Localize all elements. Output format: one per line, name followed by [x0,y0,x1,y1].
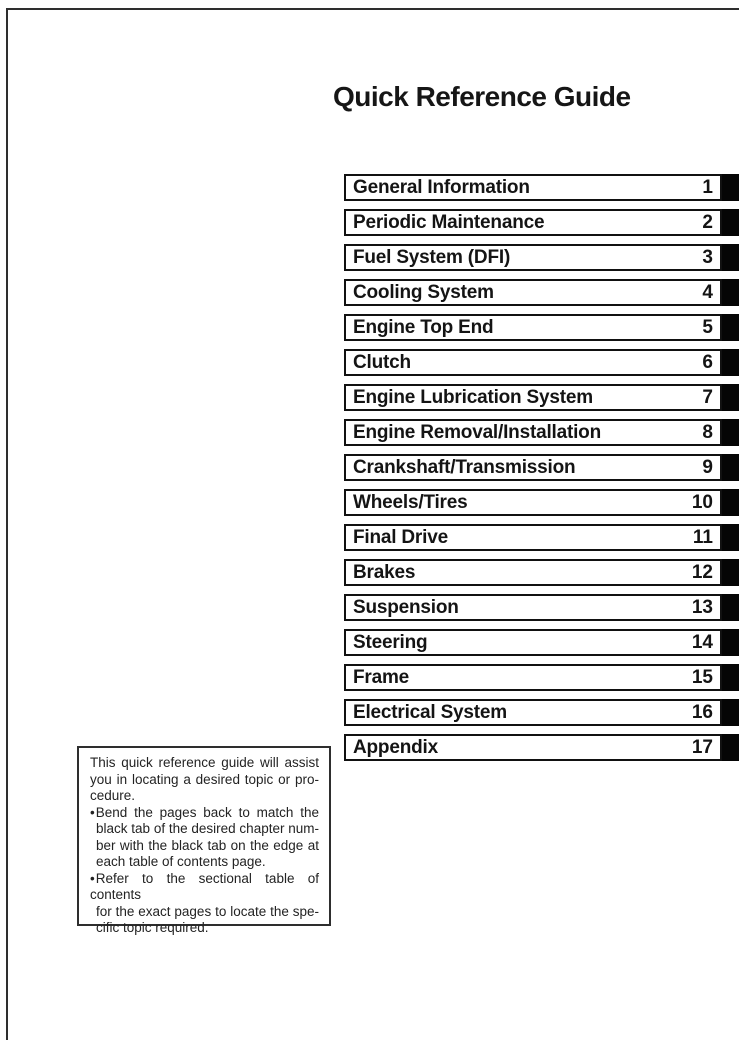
toc-row [344,594,739,621]
chapter-number: 12 [691,561,713,583]
chapter-number: 4 [702,281,713,303]
chapter-edge-tab [722,314,739,341]
chapter-edge-tab [722,174,739,201]
chapter-box [344,384,722,411]
chapter-box [344,244,722,271]
chapter-number: 13 [691,596,713,618]
chapter-edge-tab [722,454,739,481]
chapter-label: Periodic Maintenance [353,211,545,233]
toc-row [344,629,739,656]
chapter-number: 7 [702,386,713,408]
chapter-box [344,489,722,516]
usage-note-box [77,746,331,935]
toc-row [344,384,739,411]
chapter-label: Engine Removal/Installation [353,421,601,443]
note-line: for the exact pages to locate the spe- [96,903,319,919]
chapter-label: Brakes [353,561,416,583]
chapter-number: 6 [702,351,713,373]
chapter-label: Engine Top End [353,316,494,338]
scan-edge-top-line [6,8,739,10]
chapter-number: 11 [692,526,713,548]
chapter-label: Appendix [353,736,438,758]
chapter-box [344,699,722,726]
chapter-number: 1 [702,176,713,198]
chapter-label: Suspension [353,596,459,618]
note-line [90,871,319,904]
chapter-label: Clutch [353,351,411,373]
note-line: This quick reference guide will assist [90,755,319,770]
chapter-label: Engine Lubrication System [353,386,593,408]
chapter-box [344,594,722,621]
toc-row [344,524,739,551]
chapter-box [344,314,722,341]
note-block [90,805,319,871]
note-block [90,871,319,937]
note-line [90,805,319,822]
chapter-edge-tab [722,734,739,761]
chapter-box [344,419,722,446]
chapter-number: 15 [691,666,713,688]
toc-row [344,349,739,376]
toc-row [344,664,739,691]
chapter-edge-tab [722,419,739,446]
note-line-text: Refer to the sectional table of contents [90,870,319,902]
chapter-number: 3 [702,246,713,268]
toc-row [344,209,739,236]
chapter-label: General Information [353,176,530,198]
chapter-box [344,629,722,656]
note-line: black tab of the desired chapter num- [96,821,319,836]
toc-row [344,174,739,201]
chapter-edge-tab [722,559,739,586]
chapter-label: Final Drive [353,526,448,548]
chapter-edge-tab [722,279,739,306]
chapter-number: 5 [702,316,713,338]
chapter-label: Electrical System [353,701,507,723]
chapter-edge-tab [722,629,739,656]
chapter-box [344,209,722,236]
chapter-box [344,524,722,551]
chapter-label: Cooling System [353,281,494,303]
chapter-edge-tab [722,384,739,411]
note-line: cific topic required. [96,920,209,935]
note-line: each table of contents page. [96,854,266,869]
chapter-box [344,349,722,376]
toc-row [344,419,739,446]
chapter-edge-tab [722,489,739,516]
chapter-label: Crankshaft/Transmission [353,456,576,478]
chapter-edge-tab [722,349,739,376]
note-line: you in locating a desired topic or pro- [90,771,319,787]
toc-row [344,489,739,516]
chapter-number: 8 [702,421,713,443]
bullet-glyph: • [90,804,95,820]
chapter-number: 10 [691,491,713,513]
chapter-edge-tab [722,524,739,551]
toc-row [344,454,739,481]
note-line-text: Bend the pages back to match the [95,804,319,820]
chapter-label: Steering [353,631,428,653]
chapter-edge-tab [722,209,739,236]
chapter-box [344,559,722,586]
chapter-label: Fuel System (DFI) [353,246,511,268]
chapter-edge-tab [722,699,739,726]
chapter-number: 2 [702,211,713,233]
toc-row [344,559,739,586]
note-line: ber with the black tab on the edge at [96,837,319,853]
note-line: cedure. [90,788,136,803]
chapter-edge-tab [722,594,739,621]
chapter-number: 17 [691,736,713,758]
scan-edge-left-line [6,10,8,1040]
chapter-box [344,664,722,691]
chapter-number: 16 [691,701,713,723]
page-title: Quick Reference Guide [333,81,631,112]
toc-row [344,699,739,726]
chapter-edge-tab [722,664,739,691]
chapter-edge-tab [722,244,739,271]
bullet-glyph: • [90,870,95,886]
chapter-number: 14 [691,631,713,653]
chapter-label: Wheels/Tires [353,491,468,513]
chapter-box [344,279,722,306]
toc-row [344,314,739,341]
toc-row [344,734,739,761]
chapter-label: Frame [353,666,410,688]
toc-list [344,174,739,769]
chapter-number: 9 [702,456,713,478]
toc-row [344,244,739,271]
chapter-box [344,174,722,201]
note-block [90,755,319,805]
chapter-box [344,454,722,481]
chapter-box [344,734,722,761]
toc-row [344,279,739,306]
